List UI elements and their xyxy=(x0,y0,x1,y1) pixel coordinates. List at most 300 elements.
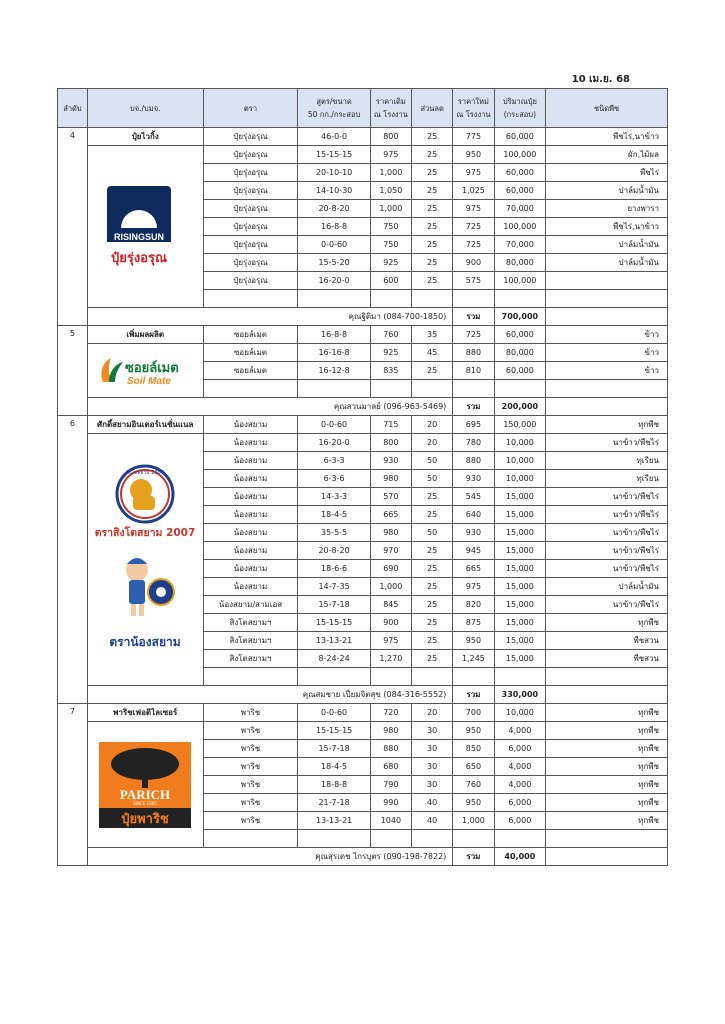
blank-cell xyxy=(370,668,411,686)
svg-text:ตราสิงโตสยาม 2007: ตราสิงโตสยาม 2007 xyxy=(94,526,196,539)
brand-cell: น้องสยาม/สามเอส xyxy=(203,596,298,614)
old-price-cell: 720 xyxy=(370,704,411,722)
new-price-cell: 950 xyxy=(453,794,494,812)
old-price-cell: 800 xyxy=(370,434,411,452)
brand-cell: พาริช xyxy=(203,722,298,740)
brand-cell: สิงโตสยามฯ xyxy=(203,632,298,650)
blank-cell xyxy=(370,290,411,308)
blank-cell xyxy=(298,380,370,398)
total-row xyxy=(58,308,668,326)
new-price-cell: 695 xyxy=(453,416,494,434)
formula-cell: 15-15-15 xyxy=(298,722,370,740)
brand-cell: ซอยล์เมต xyxy=(203,362,298,380)
discount-cell: 25 xyxy=(412,596,453,614)
old-price-cell: 835 xyxy=(370,362,411,380)
new-price-cell: 665 xyxy=(453,560,494,578)
plant-type-cell: นาข้าว/พืชไร่ xyxy=(546,506,668,524)
total-row xyxy=(58,848,668,866)
svg-text:ตราน้องสยาม: ตราน้องสยาม xyxy=(109,634,181,649)
discount-cell: 30 xyxy=(412,722,453,740)
quantity-cell: 15,000 xyxy=(494,650,546,668)
company-logo-cell xyxy=(87,434,203,686)
document-date: 10 เม.ย. 68 xyxy=(571,74,630,85)
brand-cell: สิงโตสยามฯ xyxy=(203,650,298,668)
quantity-cell: 15,000 xyxy=(494,596,546,614)
quantity-cell: 100,000 xyxy=(494,272,546,290)
new-price-cell: 780 xyxy=(453,434,494,452)
plant-type-cell: นาข้าว/พืชไร่ xyxy=(546,434,668,452)
svg-text:SINCE 1985: SINCE 1985 xyxy=(133,800,157,806)
header-formula: สูตร/ขนาด 50 กก./กระสอบ xyxy=(298,89,370,128)
plant-type-cell: ปาล์มน้ำมัน xyxy=(546,578,668,596)
new-price-cell: 900 xyxy=(453,254,494,272)
blank-cell xyxy=(298,668,370,686)
discount-cell: 25 xyxy=(412,218,453,236)
brand-cell: ปุ๋ยรุ่งอรุณ xyxy=(203,164,298,182)
discount-cell: 30 xyxy=(412,776,453,794)
quantity-cell: 60,000 xyxy=(494,326,546,344)
discount-cell: 25 xyxy=(412,272,453,290)
quantity-cell: 60,000 xyxy=(494,128,546,146)
plant-type-cell: ปาล์มน้ำมัน xyxy=(546,236,668,254)
discount-cell: 25 xyxy=(412,182,453,200)
header-old-price: ราคาเดิม ณ โรงงาน xyxy=(370,89,411,128)
discount-cell: 50 xyxy=(412,524,453,542)
company-logo-cell xyxy=(87,146,203,308)
quantity-cell: 4,000 xyxy=(494,722,546,740)
plant-type-cell: ปาล์มน้ำมัน xyxy=(546,182,668,200)
contact-person: คุณสวนมาลย์ (096-963-5469) xyxy=(87,398,452,416)
formula-cell: 16-8-8 xyxy=(298,326,370,344)
old-price-cell: 690 xyxy=(370,560,411,578)
old-price-cell: 1,000 xyxy=(370,200,411,218)
contact-person: คุณสุรเดช ไกรบุตร (090-198-7822) xyxy=(87,848,452,866)
formula-cell: 6-3-3 xyxy=(298,452,370,470)
plant-type-cell: ข้าว xyxy=(546,362,668,380)
formula-cell: 18-4-5 xyxy=(298,758,370,776)
mascot-icon xyxy=(126,558,174,616)
quantity-cell: 10,000 xyxy=(494,452,546,470)
blank-cell xyxy=(546,380,668,398)
lion-icon xyxy=(117,466,173,522)
quantity-cell: 15,000 xyxy=(494,524,546,542)
blank-cell xyxy=(203,380,298,398)
new-price-cell: 1,025 xyxy=(453,182,494,200)
brand-cell: ซอยล์เมต xyxy=(203,326,298,344)
total-label: รวม xyxy=(453,308,494,326)
new-price-cell: 880 xyxy=(453,452,494,470)
plant-type-cell: ข้าว xyxy=(546,344,668,362)
plant-type-cell: ทุเรียน xyxy=(546,452,668,470)
old-price-cell: 680 xyxy=(370,758,411,776)
blank-cell xyxy=(298,290,370,308)
company-name: เพิ่มผลผลิต xyxy=(87,326,203,344)
total-quantity: 700,000 xyxy=(494,308,546,326)
plant-type-cell: ปาล์มน้ำมัน xyxy=(546,254,668,272)
blank-cell xyxy=(494,380,546,398)
old-price-cell: 975 xyxy=(370,632,411,650)
plant-type-cell: นาข้าว/พืชไร่ xyxy=(546,542,668,560)
quantity-cell: 15,000 xyxy=(494,506,546,524)
plant-type-cell: ทุกพืช xyxy=(546,794,668,812)
discount-cell: 35 xyxy=(412,326,453,344)
brand-cell: ปุ๋ยรุ่งอรุณ xyxy=(203,146,298,164)
plant-type-cell: พืชสวน xyxy=(546,650,668,668)
brand-cell: ซอยล์เมต xyxy=(203,344,298,362)
brand-cell: ปุ๋ยรุ่งอรุณ xyxy=(203,272,298,290)
formula-cell: 0-0-60 xyxy=(298,416,370,434)
new-price-cell: 850 xyxy=(453,740,494,758)
blank-cell xyxy=(453,290,494,308)
discount-cell: 40 xyxy=(412,794,453,812)
plant-type-cell: ยางพารา xyxy=(546,200,668,218)
quantity-cell: 15,000 xyxy=(494,542,546,560)
formula-cell: 16-12-8 xyxy=(298,362,370,380)
discount-cell: 30 xyxy=(412,758,453,776)
new-price-cell: 930 xyxy=(453,470,494,488)
new-price-cell: 975 xyxy=(453,164,494,182)
formula-cell: 46-0-0 xyxy=(298,128,370,146)
header-quantity: ปริมาณปุ๋ย (กระสอบ) xyxy=(494,89,546,128)
old-price-cell: 980 xyxy=(370,470,411,488)
quantity-cell: 60,000 xyxy=(494,164,546,182)
brand-cell: พาริช xyxy=(203,794,298,812)
quantity-cell: 10,000 xyxy=(494,470,546,488)
discount-cell: 25 xyxy=(412,488,453,506)
table-row xyxy=(58,146,668,164)
old-price-cell: 845 xyxy=(370,596,411,614)
new-price-cell: 760 xyxy=(453,776,494,794)
discount-cell: 25 xyxy=(412,650,453,668)
new-price-cell: 880 xyxy=(453,344,494,362)
plant-type-cell: ทุกพืช xyxy=(546,614,668,632)
quantity-cell: 80,000 xyxy=(494,344,546,362)
total-label: รวม xyxy=(453,686,494,704)
plant-type-cell: ทุกพืช xyxy=(546,758,668,776)
old-price-cell: 990 xyxy=(370,794,411,812)
blank-cell xyxy=(546,848,668,866)
quantity-cell: 10,000 xyxy=(494,704,546,722)
discount-cell: 25 xyxy=(412,128,453,146)
blank-cell xyxy=(298,830,370,848)
new-price-cell: 975 xyxy=(453,200,494,218)
blank-cell xyxy=(203,668,298,686)
brand-cell: พาริช xyxy=(203,740,298,758)
brand-cell: พาริช xyxy=(203,776,298,794)
formula-cell: 15-15-15 xyxy=(298,614,370,632)
discount-cell: 25 xyxy=(412,200,453,218)
plant-type-cell: พืชไร่ xyxy=(546,164,668,182)
brand-cell: น้องสยาม xyxy=(203,488,298,506)
header-plant-type: ชนิดพืช xyxy=(546,89,668,128)
brand-cell: ปุ๋ยรุ่งอรุณ xyxy=(203,218,298,236)
old-price-cell: 925 xyxy=(370,254,411,272)
formula-cell: 14-7-35 xyxy=(298,578,370,596)
formula-cell: 8-24-24 xyxy=(298,650,370,668)
quantity-cell: 70,000 xyxy=(494,236,546,254)
blank-cell xyxy=(412,830,453,848)
blank-cell xyxy=(546,308,668,326)
quantity-cell: 100,000 xyxy=(494,146,546,164)
brand-cell: ปุ๋ยรุ่งอรุณ xyxy=(203,128,298,146)
new-price-cell: 725 xyxy=(453,236,494,254)
parich-logo xyxy=(97,740,193,830)
new-price-cell: 950 xyxy=(453,146,494,164)
brand-cell: ปุ๋ยรุ่งอรุณ xyxy=(203,200,298,218)
formula-cell: 18-8-8 xyxy=(298,776,370,794)
old-price-cell: 760 xyxy=(370,326,411,344)
old-price-cell: 750 xyxy=(370,236,411,254)
plant-type-cell xyxy=(546,272,668,290)
old-price-cell: 980 xyxy=(370,524,411,542)
blank-cell xyxy=(494,830,546,848)
risingsun-logo xyxy=(97,184,193,270)
discount-cell: 25 xyxy=(412,236,453,254)
old-price-cell: 600 xyxy=(370,272,411,290)
total-row xyxy=(58,686,668,704)
brand-cell: น้องสยาม xyxy=(203,560,298,578)
quantity-cell: 4,000 xyxy=(494,758,546,776)
quantity-cell: 70,000 xyxy=(494,200,546,218)
formula-cell: 21-7-18 xyxy=(298,794,370,812)
old-price-cell: 1,000 xyxy=(370,164,411,182)
svg-text:RISINGSUN: RISINGSUN xyxy=(114,231,165,242)
formula-cell: 0-0-60 xyxy=(298,236,370,254)
old-price-cell: 1040 xyxy=(370,812,411,830)
quantity-cell: 4,000 xyxy=(494,776,546,794)
blank-cell xyxy=(412,668,453,686)
header-discount: ส่วนลด xyxy=(412,89,453,128)
row-number: 7 xyxy=(58,704,88,866)
company-logo-cell xyxy=(87,722,203,848)
plant-type-cell: นาข้าว/พืชไร่ xyxy=(546,560,668,578)
formula-cell: 20-10-10 xyxy=(298,164,370,182)
formula-cell: 13-13-21 xyxy=(298,632,370,650)
old-price-cell: 975 xyxy=(370,146,411,164)
brand-cell: น้องสยาม xyxy=(203,452,298,470)
brand-cell: น้องสยาม xyxy=(203,578,298,596)
plant-type-cell: ผัก,ไม้ผล xyxy=(546,146,668,164)
discount-cell: 25 xyxy=(412,560,453,578)
brand-cell: น้องสยาม xyxy=(203,416,298,434)
svg-text:สิงโตสยาม 2007: สิงโตสยาม 2007 xyxy=(126,469,165,476)
quantity-cell: 60,000 xyxy=(494,182,546,200)
brand-cell: พาริช xyxy=(203,758,298,776)
blank-cell xyxy=(370,830,411,848)
brand-cell: พาริช xyxy=(203,812,298,830)
contact-person: คุณสมชาย เปี่ยมจิตสุข (084-316-5552) xyxy=(87,686,452,704)
new-price-cell: 950 xyxy=(453,722,494,740)
blank-cell xyxy=(494,290,546,308)
formula-cell: 6-3-6 xyxy=(298,470,370,488)
quantity-cell: 15,000 xyxy=(494,488,546,506)
quantity-cell: 100,000 xyxy=(494,218,546,236)
new-price-cell: 775 xyxy=(453,128,494,146)
total-quantity: 200,000 xyxy=(494,398,546,416)
discount-cell: 25 xyxy=(412,362,453,380)
blank-cell xyxy=(412,380,453,398)
new-price-cell: 640 xyxy=(453,506,494,524)
blank-cell xyxy=(453,668,494,686)
formula-cell: 13-13-21 xyxy=(298,812,370,830)
discount-cell: 25 xyxy=(412,614,453,632)
discount-cell: 20 xyxy=(412,416,453,434)
svg-text:PARICH: PARICH xyxy=(120,786,171,802)
new-price-cell: 545 xyxy=(453,488,494,506)
quantity-cell: 15,000 xyxy=(494,560,546,578)
plant-type-cell: พืชไร่,นาข้าว xyxy=(546,128,668,146)
brand-cell: ปุ๋ยรุ่งอรุณ xyxy=(203,182,298,200)
discount-cell: 20 xyxy=(412,434,453,452)
old-price-cell: 570 xyxy=(370,488,411,506)
old-price-cell: 715 xyxy=(370,416,411,434)
fertilizer-price-table xyxy=(57,88,668,866)
new-price-cell: 725 xyxy=(453,326,494,344)
soil-mate-logo xyxy=(95,354,195,388)
new-price-cell: 930 xyxy=(453,524,494,542)
blank-cell xyxy=(203,830,298,848)
blank-cell xyxy=(453,380,494,398)
plant-type-cell: นาข้าว/พืชไร่ xyxy=(546,596,668,614)
old-price-cell: 800 xyxy=(370,128,411,146)
discount-cell: 25 xyxy=(412,578,453,596)
plant-type-cell: ทุกพืช xyxy=(546,704,668,722)
discount-cell: 25 xyxy=(412,164,453,182)
new-price-cell: 875 xyxy=(453,614,494,632)
plant-type-cell: ทุกพืช xyxy=(546,722,668,740)
quantity-cell: 150,000 xyxy=(494,416,546,434)
plant-type-cell: พืชไร่,นาข้าว xyxy=(546,218,668,236)
formula-cell: 18-4-5 xyxy=(298,506,370,524)
new-price-cell: 950 xyxy=(453,632,494,650)
formula-cell: 15-7-18 xyxy=(298,740,370,758)
blank-cell xyxy=(494,668,546,686)
old-price-cell: 1,270 xyxy=(370,650,411,668)
old-price-cell: 900 xyxy=(370,614,411,632)
brand-cell: น้องสยาม xyxy=(203,506,298,524)
plant-type-cell: ทุกพืช xyxy=(546,812,668,830)
quantity-cell: 6,000 xyxy=(494,794,546,812)
discount-cell: 45 xyxy=(412,344,453,362)
quantity-cell: 15,000 xyxy=(494,614,546,632)
discount-cell: 25 xyxy=(412,146,453,164)
plant-type-cell: ข้าว xyxy=(546,326,668,344)
new-price-cell: 945 xyxy=(453,542,494,560)
contact-person: คุณฐิติมา (084-700-1850) xyxy=(87,308,452,326)
new-price-cell: 1,245 xyxy=(453,650,494,668)
old-price-cell: 925 xyxy=(370,344,411,362)
new-price-cell: 650 xyxy=(453,758,494,776)
blank-cell xyxy=(453,830,494,848)
new-price-cell: 810 xyxy=(453,362,494,380)
brand-cell: ปุ๋ยรุ่งอรุณ xyxy=(203,236,298,254)
discount-cell: 50 xyxy=(412,452,453,470)
quantity-cell: 6,000 xyxy=(494,740,546,758)
old-price-cell: 930 xyxy=(370,452,411,470)
total-row xyxy=(58,398,668,416)
header-no: ลำดับ xyxy=(58,89,88,128)
discount-cell: 40 xyxy=(412,812,453,830)
header-new-price: ราคาใหม่ ณ โรงงาน xyxy=(453,89,494,128)
new-price-cell: 575 xyxy=(453,272,494,290)
plant-type-cell: นาข้าว/พืชไร่ xyxy=(546,488,668,506)
formula-cell: 15-7-18 xyxy=(298,596,370,614)
plant-type-cell: ทุกพืช xyxy=(546,776,668,794)
old-price-cell: 750 xyxy=(370,218,411,236)
blank-cell xyxy=(546,668,668,686)
table-header-row xyxy=(58,89,668,128)
formula-cell: 15-15-15 xyxy=(298,146,370,164)
old-price-cell: 790 xyxy=(370,776,411,794)
formula-cell: 14-3-3 xyxy=(298,488,370,506)
formula-cell: 15-5-20 xyxy=(298,254,370,272)
plant-type-cell: ทุกพืช xyxy=(546,740,668,758)
discount-cell: 25 xyxy=(412,542,453,560)
company-name: ปุ๋ยไวกิ้ง xyxy=(87,128,203,146)
table-row xyxy=(58,704,668,722)
table-row xyxy=(58,416,668,434)
brand-cell: น้องสยาม xyxy=(203,524,298,542)
discount-cell: 25 xyxy=(412,632,453,650)
old-price-cell: 880 xyxy=(370,740,411,758)
svg-text:ซอยล์เมต: ซอยล์เมต xyxy=(125,360,179,376)
discount-cell: 20 xyxy=(412,704,453,722)
quantity-cell: 10,000 xyxy=(494,434,546,452)
discount-cell: 50 xyxy=(412,470,453,488)
brand-cell: ปุ๋ยรุ่งอรุณ xyxy=(203,254,298,272)
svg-text:ปุ๋ยพาริช: ปุ๋ยพาริช xyxy=(121,811,169,827)
formula-cell: 20-8-20 xyxy=(298,542,370,560)
old-price-cell: 665 xyxy=(370,506,411,524)
quantity-cell: 60,000 xyxy=(494,362,546,380)
old-price-cell: 970 xyxy=(370,542,411,560)
new-price-cell: 1,000 xyxy=(453,812,494,830)
company-name: พาริชเฟอติไลเซอร์ xyxy=(87,704,203,722)
brand-cell: น้องสยาม xyxy=(203,470,298,488)
brand-cell: พาริช xyxy=(203,704,298,722)
total-quantity: 330,000 xyxy=(494,686,546,704)
formula-cell: 20-8-20 xyxy=(298,200,370,218)
blank-cell xyxy=(370,380,411,398)
company-name: ศักดิ์สยามอินเตอร์เนชั่นแนล xyxy=(87,416,203,434)
new-price-cell: 700 xyxy=(453,704,494,722)
table-row xyxy=(58,128,668,146)
table-row xyxy=(58,434,668,452)
formula-cell: 16-16-8 xyxy=(298,344,370,362)
blank-cell xyxy=(412,290,453,308)
formula-cell: 14-10-30 xyxy=(298,182,370,200)
brand-cell: สิงโตสยามฯ xyxy=(203,614,298,632)
formula-cell: 16-8-8 xyxy=(298,218,370,236)
svg-text:ปุ๋ยรุ่งอรุณ: ปุ๋ยรุ่งอรุณ xyxy=(111,250,168,266)
blank-cell xyxy=(546,830,668,848)
table-row xyxy=(58,722,668,740)
siam-lion-logo xyxy=(93,460,197,660)
total-label: รวม xyxy=(453,848,494,866)
discount-cell: 25 xyxy=(412,254,453,272)
plant-type-cell: นาข้าว/พืชไร่ xyxy=(546,524,668,542)
brand-cell: น้องสยาม xyxy=(203,434,298,452)
plant-type-cell: ทุเรียน xyxy=(546,470,668,488)
blank-cell xyxy=(203,290,298,308)
row-number: 6 xyxy=(58,416,88,704)
old-price-cell: 980 xyxy=(370,722,411,740)
new-price-cell: 725 xyxy=(453,218,494,236)
total-quantity: 40,000 xyxy=(494,848,546,866)
old-price-cell: 1,000 xyxy=(370,578,411,596)
quantity-cell: 6,000 xyxy=(494,812,546,830)
formula-cell: 0-0-60 xyxy=(298,704,370,722)
